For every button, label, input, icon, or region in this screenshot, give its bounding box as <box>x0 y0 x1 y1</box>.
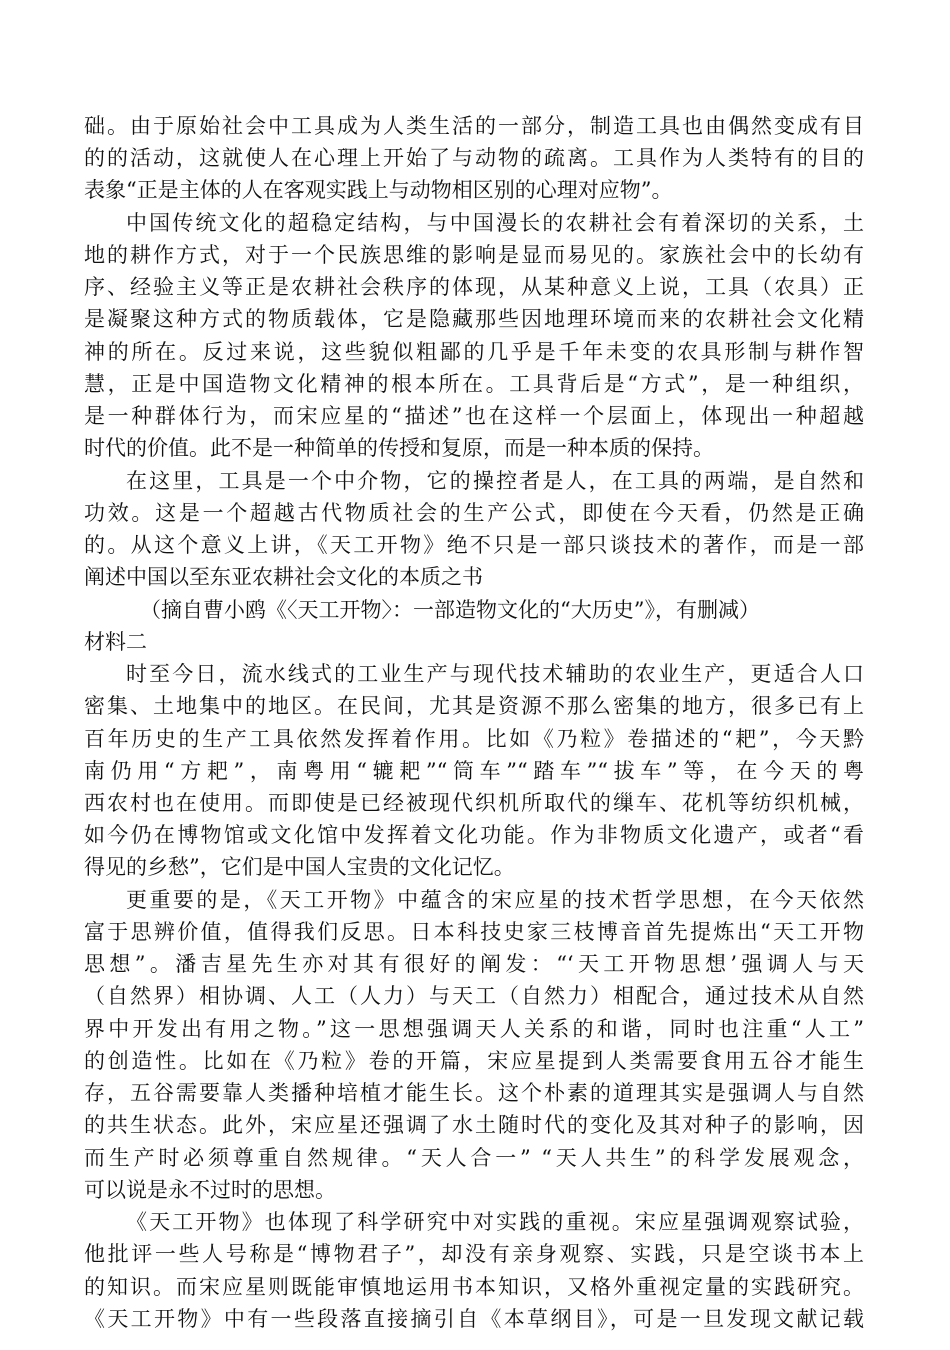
paragraph-2-line-8: 时代的价值。此不是一种简单的传授和复原，而是一种本质的保持。 <box>84 436 714 460</box>
m2-paragraph-2-line-1: 更重要的是，《天工开物》中蕴含的宋应星的技术哲学思想，在今天依然 <box>126 888 864 912</box>
paragraph-1-line-2: 的的活动，这就使人在心理上开始了与动物的疏离。工具作为人类特有的目的 <box>84 146 864 170</box>
paragraph-2-line-2: 地的耕作方式，对于一个民族思维的影响是显而易见的。家族社会中的长幼有 <box>84 243 864 267</box>
paragraph-1-line-1: 础。由于原始社会中工具成为人类生活的一部分，制造工具也由偶然变成有目 <box>84 114 864 138</box>
m2-paragraph-2-line-4: （自然界）相协调、人工（人力）与天工（自然力）相配合，通过技术从自然 <box>84 984 864 1008</box>
paragraph-2-line-1: 中国传统文化的超稳定结构，与中国漫长的农耕社会有着深切的关系，土 <box>126 211 864 235</box>
m2-paragraph-3-line-2: 他批评一些人号称是“博物君子”，却没有亲身观察、实践，只是空谈书本上 <box>84 1242 864 1266</box>
m2-paragraph-1-line-3: 百年历史的生产工具依然发挥着作用。比如《乃粒》卷描述的“耙”，今天黔 <box>84 727 864 751</box>
paragraph-3-line-3: 的。从这个意义上讲，《天工开物》绝不只是一部只谈技术的著作，而是一部 <box>84 533 864 557</box>
m2-paragraph-1-line-4: 南仍用“方耙”，南粤用“辘耙”“筒车”“踏车”“拔车”等，在今天的粤 <box>84 759 864 783</box>
paragraph-2-line-4: 是凝聚这种方式的物质载体，它是隐藏那些因地理环境而来的农耕社会文化精 <box>84 307 864 331</box>
paragraph-2-line-5: 神的所在。反过来说，这些貌似粗鄙的几乎是千年未变的农具形制与耕作智 <box>84 340 864 364</box>
paragraph-1-line-3: 表象“正是主体的人在客观实践上与动物相区别的心理对应物”。 <box>84 178 673 202</box>
m2-paragraph-1-line-2: 密集、土地集中的地区。在民间，尤其是资源不那么密集的地方，很多已有上 <box>84 694 864 718</box>
m2-paragraph-1-line-1: 时至今日，流水线式的工业生产与现代技术辅助的农业生产，更适合人口 <box>126 662 864 686</box>
m2-paragraph-2-line-8: 的共生状态。此外，宋应星还强调了水土随时代的变化及其对种子的影响，因 <box>84 1113 864 1137</box>
m2-paragraph-2-line-6: 的创造性。比如在《乃粒》卷的开篇，宋应星提到人类需要食用五谷才能生 <box>84 1049 864 1073</box>
paragraph-2-line-6: 慧，正是中国造物文化精神的根本所在。工具背后是“方式”，是一种组织， <box>84 372 864 396</box>
m2-paragraph-2-line-3: 思想”。潘吉星先生亦对其有很好的阐发：“‘天工开物思想’强调人与天 <box>84 952 864 976</box>
m2-paragraph-2-line-2: 富于思辨价值，值得我们反思。日本科技史家三枝博音首先提炼出“天工开物 <box>84 920 864 944</box>
paragraph-3-line-1: 在这里，工具是一个中介物，它的操控者是人，在工具的两端，是自然和 <box>126 469 864 493</box>
paragraph-2-line-3: 序、经验主义等正是农耕社会秩序的体现，从某种意义上说，工具（农具）正 <box>84 275 864 299</box>
paragraph-3-line-2: 功效。这是一个超越古代物质社会的生产公式，即使在今天看，仍然是正确 <box>84 501 864 525</box>
source-citation: （摘自曹小鸥《〈天工开物〉：一部造物文化的“大历史”》，有删减） <box>140 598 760 622</box>
section-title: 材料二 <box>84 630 147 654</box>
m2-paragraph-3-line-1: 《天工开物》也体现了科学研究中对实践的重视。宋应星强调观察试验， <box>126 1210 864 1234</box>
m2-paragraph-2-line-10: 可以说是永不过时的思想。 <box>84 1178 336 1202</box>
m2-paragraph-1-line-5: 西农村也在使用。而即使是已经被现代织机所取代的缫车、花机等纺织机械， <box>84 791 864 815</box>
m2-paragraph-2-line-5: 界中开发出有用之物。”这一思想强调天人关系的和谐，同时也注重“人工” <box>84 1017 864 1041</box>
m2-paragraph-2-line-9: 而生产时必须尊重自然规律。“天人合一” “天人共生”的科学发展观念， <box>84 1146 864 1170</box>
m2-paragraph-1-line-6: 如今仍在博物馆或文化馆中发挥着文化功能。作为非物质文化遗产，或者“看 <box>84 823 864 847</box>
paragraph-2-line-7: 是一种群体行为，而宋应星的“描述”也在这样一个层面上，体现出一种超越 <box>84 404 864 428</box>
m2-paragraph-1-line-7: 得见的乡愁”，它们是中国人宝贵的文化记忆。 <box>84 855 515 879</box>
paragraph-3-line-4: 阐述中国以至东亚农耕社会文化的本质之书 <box>84 565 483 589</box>
m2-paragraph-3-line-4: 《天工开物》中有一些段落直接摘引自《本草纲目》，可是一旦发现文献记载 <box>84 1307 864 1331</box>
m2-paragraph-3-line-3: 的知识。而宋应星则既能审慎地运用书本知识，又格外重视定量的实践研究。 <box>84 1275 864 1299</box>
m2-paragraph-2-line-7: 存，五谷需要靠人类播种培植才能生长。这个朴素的道理其实是强调人与自然 <box>84 1081 864 1105</box>
